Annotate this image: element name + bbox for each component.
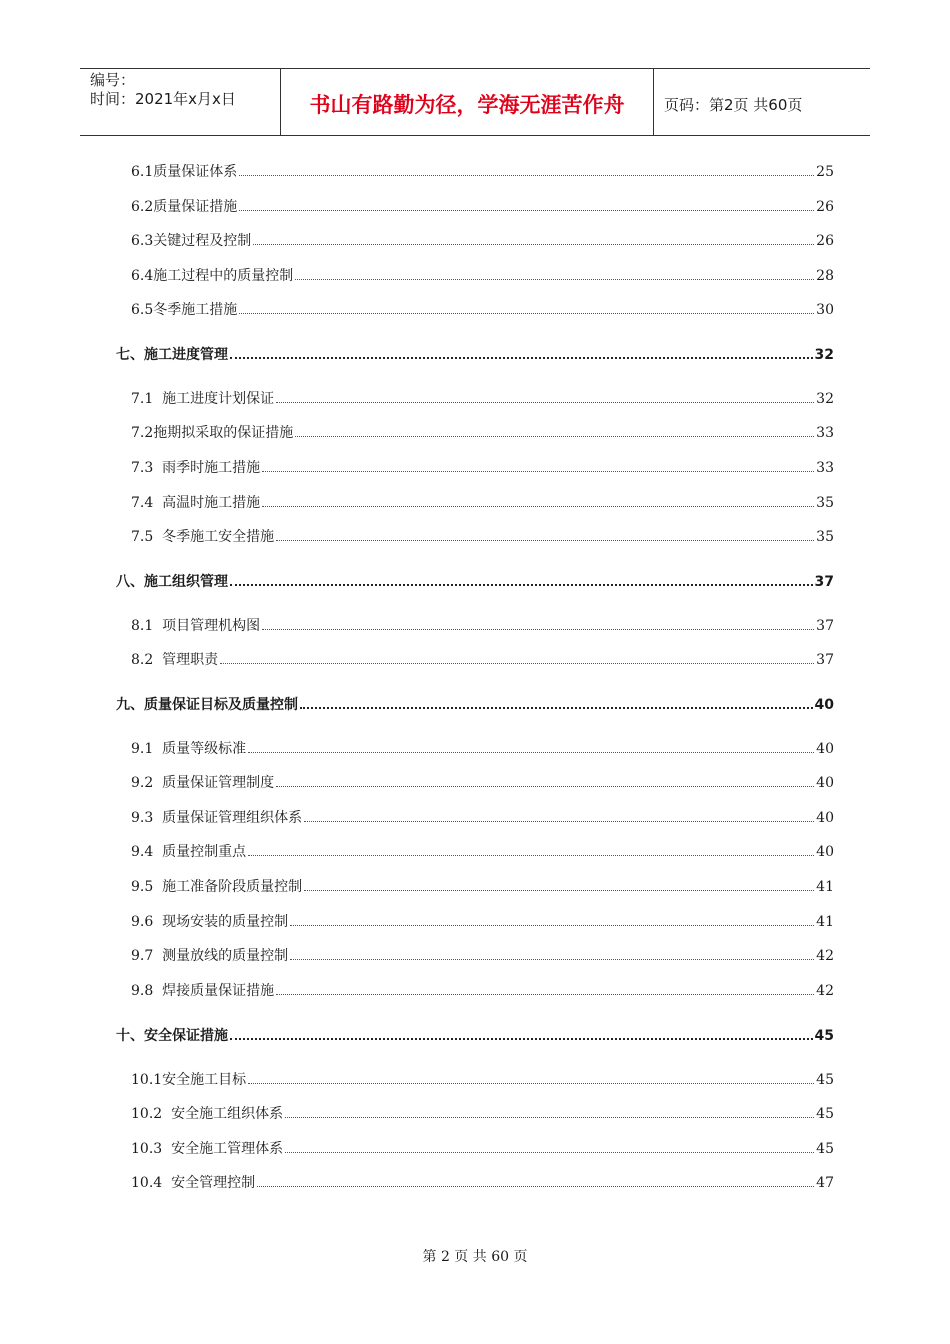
toc-entry-page: 32 bbox=[816, 391, 834, 407]
toc-entry-page: 42 bbox=[816, 948, 834, 964]
page-footer: 第 2 页 共 60 页 bbox=[422, 1249, 528, 1265]
toc-entry-label: 十、安全保证措施 bbox=[116, 1028, 228, 1044]
toc-leader-dots bbox=[276, 388, 814, 403]
toc-leader-dots bbox=[253, 230, 814, 245]
toc-leader-dots bbox=[248, 1069, 814, 1084]
toc-entry-page: 45 bbox=[814, 1028, 834, 1044]
toc-entry[interactable] bbox=[131, 1103, 834, 1123]
toc-entry-label: 10.2 安全施工组织体系 bbox=[131, 1106, 284, 1122]
toc-entry-page: 26 bbox=[816, 233, 834, 249]
toc-leader-dots bbox=[304, 876, 814, 891]
toc-entry-label: 七、施工进度管理 bbox=[116, 347, 228, 363]
document-date: 时间：2021年x月x日 bbox=[90, 90, 236, 108]
toc-entry-label: 九、质量保证目标及质量控制 bbox=[116, 697, 298, 713]
toc-entry-page: 35 bbox=[816, 495, 834, 511]
toc-section-entry[interactable] bbox=[116, 570, 834, 590]
toc-entry-page: 42 bbox=[816, 983, 834, 999]
toc-entry-label: 10.1安全施工目标 bbox=[131, 1072, 247, 1088]
toc-entry-page: 30 bbox=[816, 302, 834, 318]
toc-entry-page: 35 bbox=[816, 529, 834, 545]
toc-entry[interactable] bbox=[131, 615, 834, 635]
toc-entry[interactable] bbox=[131, 161, 834, 181]
toc-entry-label: 6.2质量保证措施 bbox=[131, 199, 238, 215]
toc-entry[interactable] bbox=[131, 422, 834, 442]
toc-entry-page: 32 bbox=[814, 347, 834, 363]
toc-section-entry[interactable] bbox=[116, 1024, 834, 1044]
toc-leader-dots bbox=[230, 343, 813, 359]
toc-entry[interactable] bbox=[131, 299, 834, 319]
toc-entry-label: 10.3 安全施工管理体系 bbox=[131, 1141, 284, 1157]
toc-entry[interactable] bbox=[131, 457, 834, 477]
toc-entry[interactable] bbox=[131, 738, 834, 758]
toc-entry-label: 6.3关键过程及控制 bbox=[131, 233, 252, 249]
toc-entry-label: 9.1 质量等级标准 bbox=[131, 741, 247, 757]
toc-entry-page: 37 bbox=[816, 652, 834, 668]
toc-entry-page: 40 bbox=[816, 741, 834, 757]
toc-section-entry[interactable] bbox=[116, 343, 834, 363]
toc-entry[interactable] bbox=[131, 911, 834, 931]
toc-leader-dots bbox=[239, 299, 814, 314]
header-meta bbox=[80, 69, 281, 135]
toc-leader-dots bbox=[290, 945, 814, 960]
toc-leader-dots bbox=[262, 457, 814, 472]
toc-entry-label: 6.4施工过程中的质量控制 bbox=[131, 268, 294, 284]
toc-entry-page: 33 bbox=[816, 460, 834, 476]
toc-leader-dots bbox=[239, 196, 814, 211]
toc-entry-page: 40 bbox=[816, 810, 834, 826]
toc-entry[interactable] bbox=[131, 230, 834, 250]
toc-entry-page: 25 bbox=[816, 164, 834, 180]
toc-entry-page: 41 bbox=[816, 914, 834, 930]
toc-leader-dots bbox=[248, 738, 814, 753]
toc-leader-dots bbox=[257, 1172, 814, 1187]
toc-entry-label: 7.1 施工进度计划保证 bbox=[131, 391, 275, 407]
toc-entry[interactable] bbox=[131, 492, 834, 512]
toc-entry-page: 40 bbox=[814, 697, 834, 713]
toc-leader-dots bbox=[262, 615, 814, 630]
toc-entry-label: 7.4 高温时施工措施 bbox=[131, 495, 261, 511]
toc-entry-page: 28 bbox=[816, 268, 834, 284]
toc-entry[interactable] bbox=[131, 876, 834, 896]
toc-entry-label: 9.3 质量保证管理组织体系 bbox=[131, 810, 303, 826]
header-motto: 书山有路勤为径，学海无涯苦作舟 bbox=[281, 69, 654, 135]
toc-entry-label: 9.6 现场安装的质量控制 bbox=[131, 914, 289, 930]
toc-entry-page: 45 bbox=[816, 1072, 834, 1088]
toc-entry-label: 八、施工组织管理 bbox=[116, 574, 228, 590]
toc-entry-label: 10.4 安全管理控制 bbox=[131, 1175, 256, 1191]
toc-entry[interactable] bbox=[131, 807, 834, 827]
toc-entry-label: 9.5 施工准备阶段质量控制 bbox=[131, 879, 303, 895]
toc-section-entry[interactable] bbox=[116, 693, 834, 713]
toc-leader-dots bbox=[276, 526, 814, 541]
toc-entry-page: 40 bbox=[816, 775, 834, 791]
toc-entry-label: 9.2 质量保证管理制度 bbox=[131, 775, 275, 791]
toc-leader-dots bbox=[304, 807, 814, 822]
toc-entry-label: 8.2 管理职责 bbox=[131, 652, 219, 668]
toc-entry-page: 33 bbox=[816, 425, 834, 441]
toc-entry[interactable] bbox=[131, 526, 834, 546]
toc-entry-label: 7.3 雨季时施工措施 bbox=[131, 460, 261, 476]
toc-entry[interactable] bbox=[131, 265, 834, 285]
toc-leader-dots bbox=[300, 693, 813, 709]
toc-leader-dots bbox=[290, 911, 814, 926]
toc-entry-page: 47 bbox=[816, 1175, 834, 1191]
toc-leader-dots bbox=[276, 772, 814, 787]
toc-entry[interactable] bbox=[131, 649, 834, 669]
toc-entry-label: 6.5冬季施工措施 bbox=[131, 302, 238, 318]
toc-entry-page: 26 bbox=[816, 199, 834, 215]
toc-entry[interactable] bbox=[131, 196, 834, 216]
toc-leader-dots bbox=[285, 1138, 814, 1153]
toc-entry-page: 40 bbox=[816, 844, 834, 860]
toc-entry-label: 9.7 测量放线的质量控制 bbox=[131, 948, 289, 964]
toc-entry-page: 37 bbox=[814, 574, 834, 590]
toc-entry-label: 8.1 项目管理机构图 bbox=[131, 618, 261, 634]
toc-entry-page: 41 bbox=[816, 879, 834, 895]
toc-entry[interactable] bbox=[131, 1138, 834, 1158]
toc-leader-dots bbox=[285, 1103, 814, 1118]
toc-entry[interactable] bbox=[131, 772, 834, 792]
toc-leader-dots bbox=[295, 265, 814, 280]
toc-entry-label: 9.8 焊接质量保证措施 bbox=[131, 983, 275, 999]
toc-entry-page: 45 bbox=[816, 1106, 834, 1122]
toc-entry[interactable] bbox=[131, 1069, 834, 1089]
toc-leader-dots bbox=[276, 980, 814, 995]
toc-entry[interactable] bbox=[131, 1172, 834, 1192]
toc-entry-page: 37 bbox=[816, 618, 834, 634]
toc-entry-label: 7.5 冬季施工安全措施 bbox=[131, 529, 275, 545]
document-number-label: 编号： bbox=[90, 71, 136, 89]
toc-entry-label: 7.2拖期拟采取的保证措施 bbox=[131, 425, 294, 441]
toc-leader-dots bbox=[248, 841, 814, 856]
toc-entry-label: 6.1质量保证体系 bbox=[131, 164, 238, 180]
toc-entry[interactable] bbox=[131, 841, 834, 861]
toc-entry[interactable] bbox=[131, 945, 834, 965]
toc-entry[interactable] bbox=[131, 980, 834, 1000]
toc-entry[interactable] bbox=[131, 388, 834, 408]
toc-leader-dots bbox=[239, 161, 814, 176]
toc-leader-dots bbox=[230, 1024, 813, 1040]
header-page-info: 页码：第2页 共60页 bbox=[664, 95, 803, 114]
page-header bbox=[80, 68, 870, 136]
toc-leader-dots bbox=[295, 422, 814, 437]
toc-leader-dots bbox=[262, 492, 814, 507]
toc-leader-dots bbox=[230, 570, 813, 586]
toc-leader-dots bbox=[220, 649, 814, 664]
toc-entry-page: 45 bbox=[816, 1141, 834, 1157]
toc-entry-label: 9.4 质量控制重点 bbox=[131, 844, 247, 860]
